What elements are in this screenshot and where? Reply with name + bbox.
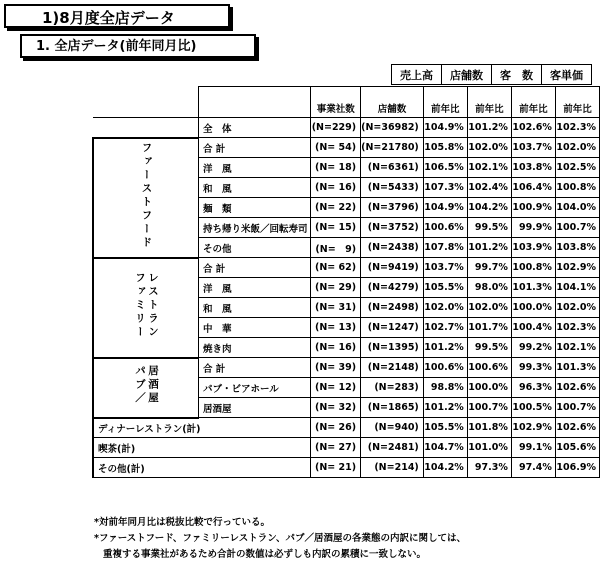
table-row: その他(計) (N= 21) (N=214) 104.2% 97.3% 97.4% 106.9% [93,458,600,478]
col-avg-spend-yoy: 前年比 [555,87,599,118]
footnotes [94,515,466,563]
column-header-row [93,87,600,118]
footnote: *ファーストフード、ファミリーレストラン、パブ／居酒屋の各業態の内訳に関しては、 [94,533,466,544]
table-row: 焼き肉 (N= 16) (N=1395) 101.2% 99.5% 99.2% 102.1% [93,338,600,358]
table-row: ファミリーレストラン 合 計 (N= 62) (N=9419) 103.7% 99.7% 100.8% 102.9% [93,258,600,278]
table-row: 和 風 (N= 31) (N=2498) 102.0% 102.0% 100.0% 102.0% [93,298,600,318]
footnote: *対前年同月比は税抜比較で行っている。 [94,517,270,528]
store-data-table [92,86,600,478]
metric-sales: 売上高 [392,65,442,85]
metric-stores: 店舗数 [442,65,492,85]
section-title: 1. 全店データ(前年同月比) [20,34,256,58]
footnote: 重複する事業社があるため合計の数値は必ずしも内訳の累積に一致しない。 [103,549,427,560]
table-row: 和 風 (N= 16) (N=5433) 107.3% 102.4% 106.4% 100.8% [93,178,600,198]
col-sales-yoy: 前年比 [423,87,467,118]
category-fastfood: ファーストフード [93,138,199,258]
table-row: ファーストフード 合 計 (N= 54) (N=21780) 105.8% 102.0% 103.7% 102.0% [93,138,600,158]
col-stores: 店舗数 [361,87,424,118]
col-stores-yoy: 前年比 [467,87,511,118]
page-title: 1)8月度全店データ [4,4,230,28]
table-row: ディナーレストラン(計) (N= 26) (N=940) 105.5% 101.8% 102.9% 102.6% [93,418,600,438]
metric-customers: 客 数 [492,65,542,85]
table-row: 居酒屋 (N= 32) (N=1865) 101.2% 100.7% 100.5% 100.7% [93,398,600,418]
table-row: 中 華 (N= 13) (N=1247) 102.7% 101.7% 100.4% 102.3% [93,318,600,338]
metric-avg-spend: 客単価 [542,65,592,85]
col-companies: 事業社数 [311,87,361,118]
table-row: その他 (N= 9) (N=2438) 107.8% 101.2% 103.9% 103.8% [93,238,600,258]
table-row: 持ち帰り米飯／回転寿司 (N= 15) (N=3752) 100.6% 99.5% 99.9% 100.7% [93,218,600,238]
category-family-restaurant: ファミリーレストラン [93,258,199,358]
table-row: パブ／居酒屋 合 計 (N= 39) (N=2148) 100.6% 100.6% 99.3% 101.3% [93,358,600,378]
table-row: 洋 風 (N= 29) (N=4279) 105.5% 98.0% 101.3% 104.1% [93,278,600,298]
metric-header [391,64,592,85]
table-row: 全 体 (N=229) (N=36982) 104.9% 101.2% 102.6% 102.3% [93,118,600,138]
table-row: 麺 類 (N= 22) (N=3796) 104.9% 104.2% 100.9% 104.0% [93,198,600,218]
col-customers-yoy: 前年比 [511,87,555,118]
row-label: 全 体 [199,118,311,138]
table-row: 喫茶(計) (N= 27) (N=2481) 104.7% 101.0% 99.1% 105.6% [93,438,600,458]
table-row: パブ・ビアホール (N= 12) (N=283) 98.8% 100.0% 96.3% 102.6% [93,378,600,398]
category-pub-izakaya: パブ／居酒屋 [93,358,199,418]
table-row: 洋 風 (N= 18) (N=6361) 106.5% 102.1% 103.8% 102.5% [93,158,600,178]
